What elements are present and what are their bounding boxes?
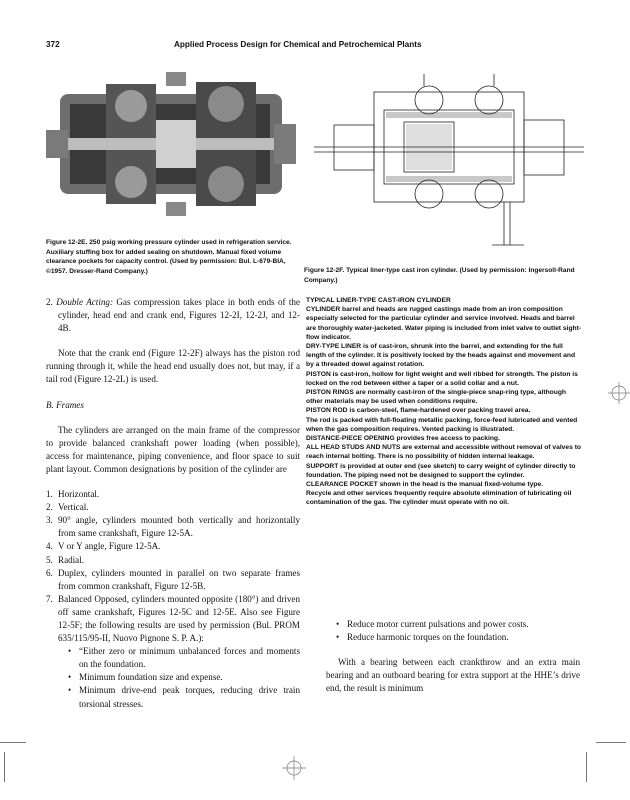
frames-paragraph: The cylinders are arranged on the main frame of the compressor to provide balanced crankshaft power loading (when possible), access for maintenance, piping convenience, and floor space to suit plant layout. Common designations by position of the cylinder are xyxy=(46,424,300,474)
sidebar-paragraph: ALL HEAD STUDS AND NUTS are external and accessible without removal of valves to reach internal bolting. There is no possibility of hidden internal leakage. xyxy=(306,444,582,461)
sidebar-paragraph: PISTON is cast-iron, hollow for light weight and well ribbed for strength. The piston is locked on the rod between either a taper or a solid collar and a nut. xyxy=(306,370,578,387)
sidebar-paragraph: DRY-TYPE LINER is of cast-iron, shrunk into the barrel, and extending for the full length of the cylinder. It is positively locked by the heads against end movement and by a threaded dowel against rotation. xyxy=(306,343,576,369)
balanced-opposed-bullets xyxy=(68,645,300,710)
section-heading-frames: B. Frames xyxy=(46,399,84,410)
right-bullets xyxy=(336,618,580,644)
crop-mark xyxy=(586,752,587,782)
cylinder-position-list xyxy=(46,488,300,711)
bearing-paragraph: With a bearing between each crankthrow and an extra main bearing and an outboard bearing for extra support at the HHE’s drive end, the result is minimum xyxy=(326,657,580,694)
figure-12-2e-image xyxy=(46,64,296,224)
left-column xyxy=(46,296,300,711)
list-item: 7. Balanced Opposed, cylinders mounted opposite (180°) and driven off same crankshaft, Figures 12-5C and 12-5E. Also see Figure 12-5F; the following results are used by permission (Bul. PROM 635/115/95-II, Nuovo Pignone S. P. A.): • “Either zero or minimum unbalanced forces and moments on the foundation. • Minimum foundation size and expense. • Minimum drive-end peak torques, reducing drive train torsional stresses. xyxy=(46,593,300,711)
figure-12-2f-image xyxy=(304,70,594,260)
right-column-continuation xyxy=(326,618,580,695)
crop-mark xyxy=(0,742,26,743)
list-item: 5. Radial. xyxy=(46,554,85,565)
list-item: 6. Duplex, cylinders mounted in parallel on two separate frames from common crankshaft, Figure 12-5B. xyxy=(46,567,300,591)
sidebar-paragraph: PISTON RINGS are normally cast-iron of the single-piece snap-ring type, although other materials may be used when conditions require. xyxy=(306,389,566,406)
sidebar-paragraph: SUPPORT is provided at outer end (see sketch) to carry weight of cylinder directly to foundation. The piping need not be designed to support the cylinder. xyxy=(306,462,576,479)
cylinder-description-sidebar xyxy=(306,296,582,508)
sidebar-paragraph: DISTANCE-PIECE OPENING provides free access to packing. xyxy=(306,435,500,443)
sidebar-heading: TYPICAL LINER-TYPE CAST-IRON CYLINDER xyxy=(306,297,451,304)
list-item: 4. V or Y angle, Figure 12-5A. xyxy=(46,541,161,552)
figure-12-2f-caption: Figure 12-2F. Typical liner-type cast iron cylinder. (Used by permission: Ingersoll-Rand Company.) xyxy=(304,267,575,284)
crank-end-paragraph: Note that the crank end (Figure 12-2F) always has the piston rod running through it, while the head end usually does not, but may, if a tail rod (Figure 12-2L) is used. xyxy=(46,348,300,385)
sidebar-paragraph: Recycle and other services frequently require absolute elimination of lubricating oil contamination of the gas. The cylinder must operate with no oil. xyxy=(306,490,572,507)
sidebar-paragraph: CLEARANCE POCKET shown in the head is the manual fixed-volume type. xyxy=(306,481,544,489)
sidebar-paragraph: CYLINDER barrel and heads are rugged castings made from an iron composition especially selected for the particular cylinder and service involved. Heads and barrel are thoroughly water-jacketed. Water piping is included from inlet valve to outlet sight-flow indicator. xyxy=(306,306,582,341)
sidebar-paragraph: The rod is packed with full-floating metallic packing, force-feed lubricated and vented when the gas composition requires. Vented packing is illustrated. xyxy=(306,416,578,433)
crop-mark xyxy=(4,752,5,782)
bullet-item: • Minimum foundation size and expense. xyxy=(68,671,300,684)
figure-12-2e-caption: Figure 12-2E. 250 psig working pressure cylinder used in refrigeration service. Auxiliary stuffing box for added sealing on shutdown. Manual fixed volume clearance pockets for capacity control. (Used by permission: Bul. L-679-BIA, ©1957. Dresser-Rand Company.) xyxy=(46,239,292,275)
list-item: 3. 90° angle, cylinders mounted both vertically and horizontally from same crankshaft, Figure 12-5A. xyxy=(46,515,300,539)
registration-mark-right xyxy=(608,382,630,404)
bullet-item: • Reduce motor current pulsations and power costs. xyxy=(336,618,580,631)
running-title: Applied Process Design for Chemical and Petrochemical Plants xyxy=(174,40,422,49)
list-item: 2. Vertical. xyxy=(46,502,89,513)
bullet-item: • Reduce harmonic torques on the foundation. xyxy=(336,631,580,644)
registration-mark-bottom xyxy=(282,756,306,780)
list-item: 1. Horizontal. xyxy=(46,489,100,500)
page-number: 372 xyxy=(46,40,60,49)
bullet-item: • Minimum drive-end peak torques, reducing drive train torsional stresses. xyxy=(68,684,300,710)
sidebar-paragraph: PISTON ROD is carbon-steel, flame-hardened over packing travel area. xyxy=(306,407,531,415)
bullet-item: • “Either zero or minimum unbalanced forces and moments on the foundation. xyxy=(68,645,300,671)
crop-mark xyxy=(596,742,626,743)
double-acting-item: 2. Double Acting: Gas compression takes place in both ends of the cylinder, head end and crank end, Figures 12-2I, 12-2J, and 12-4B. xyxy=(46,297,301,334)
